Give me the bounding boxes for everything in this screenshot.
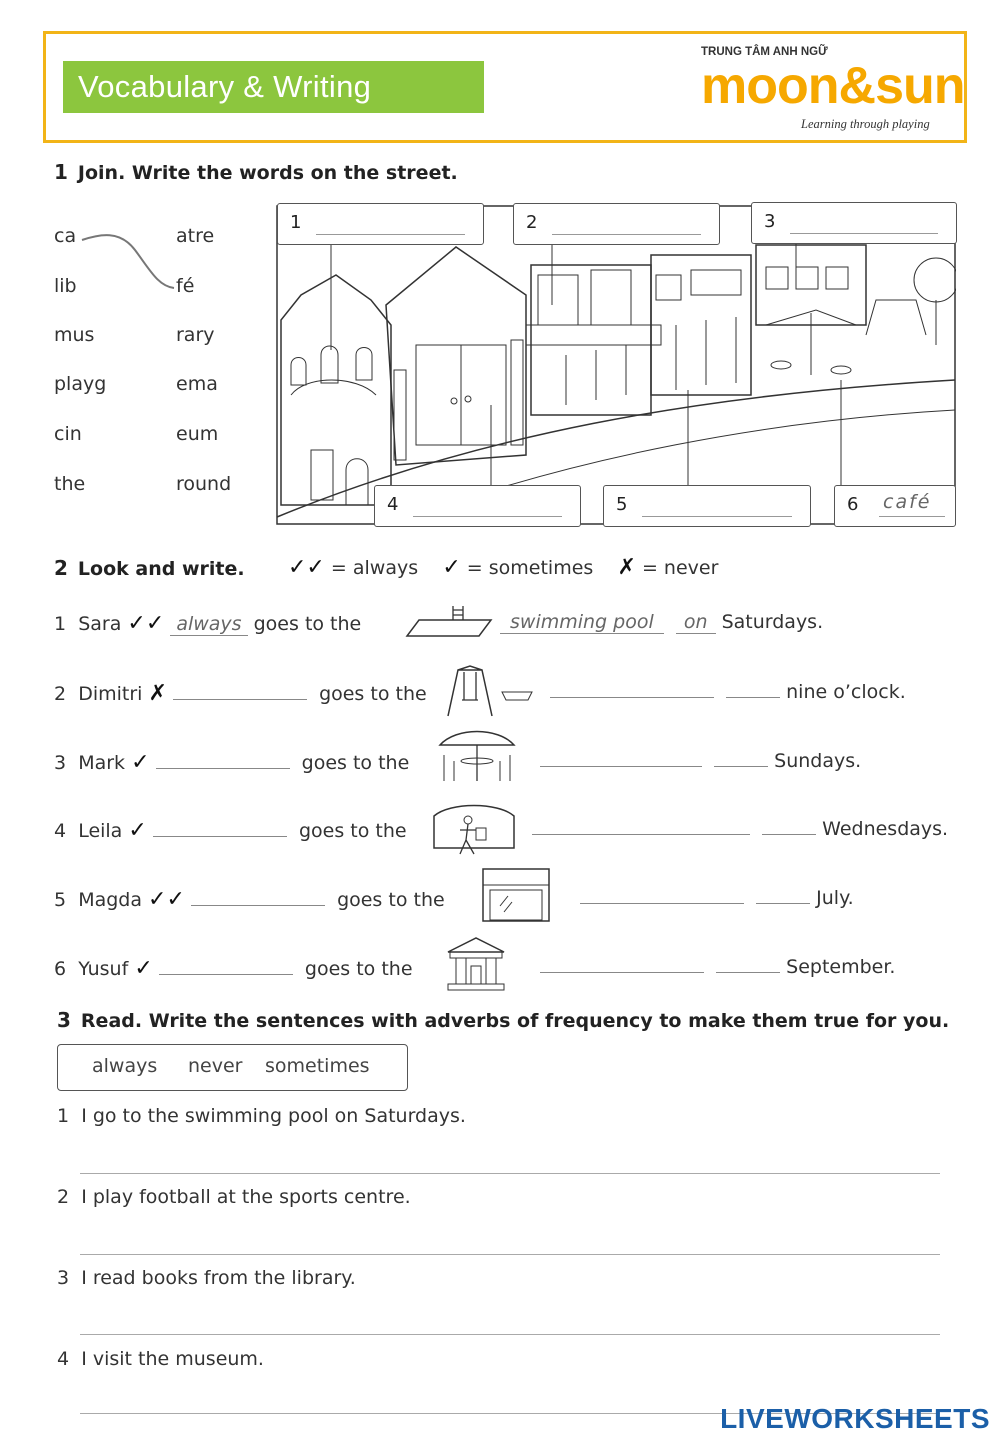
- goes-to-the-text: goes to the: [298, 820, 407, 842]
- right-part: round: [176, 473, 232, 495]
- left-part: cin: [54, 423, 82, 445]
- section1-number: 1: [54, 160, 68, 184]
- sentence-number: 3: [54, 752, 67, 774]
- double-check-icon: ✓✓: [288, 555, 325, 580]
- cinema-icon: [480, 866, 552, 924]
- box-number: 3: [764, 211, 776, 232]
- liveworksheets-logo: [720, 1403, 990, 1435]
- section2-number: 2: [54, 556, 68, 580]
- street-answer-box-1[interactable]: [277, 203, 484, 245]
- shopping-centre-icon: [430, 802, 518, 858]
- section2-instruction: Look and write.: [77, 558, 245, 580]
- check-icon: ✓: [131, 750, 150, 775]
- s3-sentence-2: [57, 1186, 411, 1208]
- left-part: lib: [54, 275, 77, 297]
- answer-line-1[interactable]: [80, 1173, 940, 1174]
- goes-to-the-text: goes to the: [304, 958, 413, 980]
- word-bank-item: always: [92, 1055, 158, 1077]
- check-icon: ✓: [134, 956, 153, 981]
- cross-icon: ✗: [148, 681, 167, 706]
- sentence-number: 6: [54, 958, 67, 980]
- answer-line-2[interactable]: [80, 1254, 940, 1255]
- section2-heading: [54, 556, 245, 580]
- s2-sentence-1: [54, 611, 361, 636]
- sentence-text: I read books from the library.: [81, 1267, 356, 1289]
- adverb-blank[interactable]: [156, 768, 290, 769]
- sentence-number: 5: [54, 889, 67, 911]
- page-title: Vocabulary & Writing: [78, 69, 372, 104]
- place-blank[interactable]: [550, 697, 714, 698]
- sentence-number: 2: [57, 1186, 70, 1208]
- sentence-number: 1: [54, 613, 67, 635]
- left-part: ca: [54, 225, 77, 247]
- place-blank[interactable]: [540, 766, 702, 767]
- preposition-blank[interactable]: [756, 903, 810, 904]
- sentence-number: 4: [57, 1348, 70, 1370]
- section3-number: 3: [57, 1008, 71, 1032]
- title-bar: [63, 61, 484, 113]
- street-illustration: [276, 205, 956, 525]
- sentence-ending: September.: [786, 956, 896, 978]
- s2-sentence-2: [54, 681, 427, 706]
- sentence-ending: Wednesdays.: [822, 818, 949, 840]
- sentence-ending: July.: [816, 887, 854, 909]
- cross-icon: ✗: [617, 555, 636, 580]
- s2-sentence-2-end: [550, 681, 906, 703]
- answer-line-3[interactable]: [80, 1334, 940, 1335]
- goes-to-the-text: goes to the: [253, 613, 362, 635]
- logo: [697, 44, 965, 140]
- sentence-number: 2: [54, 683, 67, 705]
- s2-sentence-4-end: [532, 818, 948, 840]
- adverb-blank[interactable]: [159, 974, 293, 975]
- person-name: Leila: [78, 820, 123, 842]
- box-number: 4: [387, 494, 399, 515]
- goes-to-the-text: goes to the: [337, 889, 445, 911]
- example-join-line: [80, 228, 180, 298]
- person-name: Dimitri: [78, 683, 143, 705]
- word-bank-item: sometimes: [265, 1055, 370, 1077]
- adverb-blank[interactable]: [153, 836, 287, 837]
- key-always: = always: [330, 557, 419, 579]
- place-blank[interactable]: swimming pool: [500, 611, 664, 634]
- place-blank[interactable]: [540, 972, 704, 973]
- right-part: rary: [176, 324, 215, 346]
- double-check-icon: ✓✓: [127, 611, 165, 636]
- section1-instruction: Join. Write the words on the street.: [77, 162, 458, 184]
- s2-sentence-3-end: [540, 750, 861, 772]
- right-part: fé: [176, 275, 195, 297]
- s3-sentence-4: [57, 1348, 264, 1370]
- place-blank[interactable]: [532, 834, 750, 835]
- place-blank[interactable]: [580, 903, 744, 904]
- box-number: 2: [526, 212, 538, 233]
- word-bank-item: never: [188, 1055, 243, 1077]
- s2-sentence-5: [54, 887, 445, 912]
- logo-tagline: Learning through playing: [801, 117, 930, 131]
- s3-sentence-3: [57, 1267, 356, 1289]
- s3-sentence-1: [57, 1105, 466, 1127]
- right-part: ema: [176, 373, 218, 395]
- right-part: atre: [176, 225, 215, 247]
- cafe-table-icon: [436, 725, 518, 785]
- key-legend: [288, 555, 718, 580]
- street-answer-box-4[interactable]: [374, 485, 581, 527]
- left-part: the: [54, 473, 86, 495]
- box-answer: café: [883, 491, 932, 513]
- sentence-text: I go to the swimming pool on Saturdays.: [81, 1105, 466, 1127]
- sentence-number: 1: [57, 1105, 70, 1127]
- swimming-pool-icon: [405, 602, 493, 638]
- sentence-ending: Sundays.: [774, 750, 862, 772]
- logo-top-text: TRUNG TÂM ANH NGỮ: [701, 46, 828, 58]
- sentence-text: I visit the museum.: [81, 1348, 264, 1370]
- section1-heading: [54, 160, 458, 184]
- word-bank: [57, 1044, 408, 1091]
- key-sometimes: = sometimes: [466, 557, 594, 579]
- street-answer-box-2[interactable]: [513, 203, 720, 245]
- goes-to-the-text: goes to the: [319, 683, 427, 705]
- logo-brand-text: moon&sun: [701, 57, 965, 115]
- section3-heading: [57, 1008, 949, 1032]
- s2-sentence-5-end: [580, 887, 854, 909]
- adverb-blank[interactable]: [173, 699, 307, 700]
- person-name: Sara: [78, 613, 122, 635]
- left-part: playg: [54, 373, 107, 395]
- person-name: Mark: [78, 752, 126, 774]
- s2-sentence-4: [54, 818, 407, 843]
- right-part: eum: [176, 423, 219, 445]
- sentence-ending: Saturdays.: [721, 611, 824, 633]
- street-answer-box-5[interactable]: [603, 485, 811, 527]
- sentence-number: 3: [57, 1267, 70, 1289]
- adverb-blank[interactable]: always: [170, 613, 247, 636]
- s2-sentence-6: [54, 956, 413, 981]
- sentence-ending: nine o’clock.: [786, 681, 906, 703]
- museum-icon: [446, 936, 506, 992]
- double-check-icon: ✓✓: [148, 887, 185, 912]
- check-icon: ✓: [442, 555, 461, 580]
- goes-to-the-text: goes to the: [301, 752, 410, 774]
- playground-icon: [442, 664, 537, 720]
- box-number: 1: [290, 212, 302, 233]
- check-icon: ✓: [128, 818, 147, 843]
- footer-brand: LIVEWORKSHEETS: [720, 1403, 990, 1434]
- sentence-text: I play football at the sports centre.: [81, 1186, 411, 1208]
- key-never: = never: [641, 557, 719, 579]
- s2-sentence-6-end: [540, 956, 895, 978]
- adverb-blank[interactable]: [191, 905, 325, 906]
- street-answer-box-3[interactable]: [751, 202, 957, 244]
- s2-sentence-1-end: [500, 611, 823, 633]
- left-part: mus: [54, 324, 95, 346]
- preposition-blank[interactable]: [726, 697, 780, 698]
- section3-instruction: Read. Write the sentences with adverbs of frequency to make them true for you.: [80, 1010, 950, 1032]
- preposition-blank[interactable]: [714, 766, 768, 767]
- person-name: Magda: [78, 889, 142, 911]
- street-answer-box-6[interactable]: [834, 485, 956, 527]
- sentence-number: 4: [54, 820, 67, 842]
- preposition-blank[interactable]: [716, 972, 780, 973]
- preposition-blank[interactable]: [762, 834, 816, 835]
- box-number: 5: [616, 494, 628, 515]
- person-name: Yusuf: [78, 958, 129, 980]
- s2-sentence-3: [54, 750, 409, 775]
- preposition-blank[interactable]: on: [676, 611, 716, 634]
- box-number: 6: [847, 494, 859, 515]
